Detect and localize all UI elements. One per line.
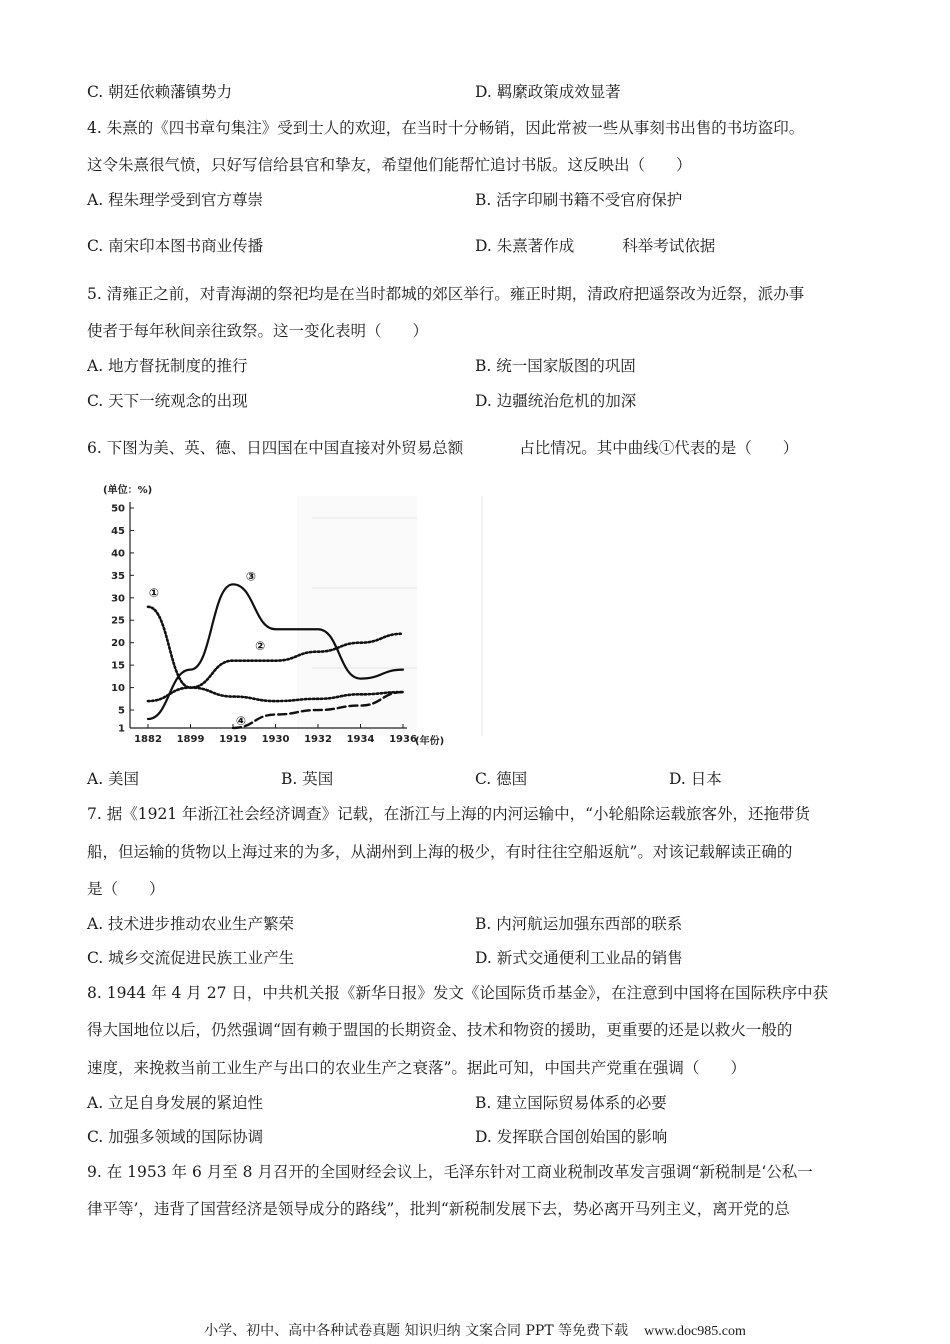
q6-option-a: A. 美国	[87, 770, 140, 788]
series-label-1: ①	[148, 585, 160, 600]
q5-option-b: B. 统一国家版图的巩固	[475, 357, 636, 375]
x-tick-label: 1899	[176, 734, 205, 745]
q7-option-d: D. 新式交通便利工业品的销售	[475, 949, 683, 967]
x-tick-label: 1882	[134, 734, 162, 745]
q5-option-c: C. 天下一统观念的出现	[87, 392, 248, 410]
y-tick-label: 30	[111, 593, 125, 605]
x-tick-label: 1919	[219, 734, 247, 745]
series-label-2: ②	[255, 639, 266, 654]
q5-option-a: A. 地方督抚制度的推行	[87, 357, 248, 375]
y-tick-label: 20	[111, 638, 125, 650]
q7-option-b: B. 内河航运加强东西部的联系	[475, 915, 683, 933]
series-label-3: ③	[245, 569, 257, 584]
q8-stem-line3: 速度，来挽救当前工业生产与出口的农业生产之衰落”。据此可知，中国共产党重在强调（ ）	[87, 1059, 746, 1077]
q6-option-b: B. 英国	[281, 770, 334, 788]
q4-option-c: C. 南宋印本图书商业传播	[87, 237, 264, 255]
x-axis-label: (年份)	[415, 736, 445, 747]
q8-stem-line2: 得大国地位以后，仍然强调“固有赖于盟国的长期资金、技术和物资的援助，更重要的还是以救火一般的	[87, 1021, 793, 1039]
q4-option-a: A. 程朱理学受到官方尊崇	[87, 191, 264, 209]
page-footer	[0, 1322, 950, 1341]
q4-stem-line2: 这令朱熹很气愤，只好写信给县官和挚友，希望他们能帮忙追讨书版。这反映出（ ）	[87, 156, 692, 174]
q8-option-c: C. 加强多领域的国际协调	[87, 1128, 264, 1146]
q4-stem-line1: 4. 朱熹的《四书章句集注》受到士人的欢迎，在当时十分畅销，因此常被一些从事刻书出售的书坊盗印。	[87, 119, 805, 137]
y-tick-label: 15	[111, 660, 125, 672]
q3-option-d: D. 羁縻政策成效显著	[475, 83, 621, 101]
y-tick-label: 5	[118, 705, 125, 717]
q7-stem-line3: 是（ ）	[87, 880, 165, 898]
y-tick-label: 45	[111, 525, 125, 537]
footer-text: 小学、初中、高中各种试卷真题 知识归纳 文案合同 PPT 等免费下载	[204, 1323, 629, 1339]
y-tick-label: 25	[111, 615, 125, 627]
q9-stem-line1: 9. 在 1953 年 6 月至 8 月召开的全国财经会议上，毛泽东针对工商业税制改革发言强调“新税制是‘公私一	[87, 1163, 813, 1181]
footer-url[interactable]: www.doc985.com	[644, 1324, 746, 1339]
q4-option-b: B. 活字印刷书籍不受官府保护	[475, 191, 683, 209]
trade-share-chart	[97, 478, 445, 750]
series-label-4: ④	[235, 714, 247, 728]
faint-background-scan	[297, 496, 482, 736]
q7-stem-line1: 7. 据《1921 年浙江社会经济调查》记载，在浙江与上海的内河运输中，“小轮船除运载旅客外，还拖带货	[87, 805, 811, 823]
q4-option-d	[475, 236, 715, 256]
y-axis-label: (单位：%)	[103, 485, 153, 496]
q5-option-d: D. 边疆统治危机的加深	[475, 392, 637, 410]
q3-option-c: C. 朝廷依赖藩镇势力	[87, 83, 233, 101]
q6-stem-part2: 占比情况。其中曲线①代表的是（ ）	[519, 439, 799, 457]
x-tick-label: 1930	[261, 734, 290, 745]
q7-option-c: C. 城乡交流促进民族工业产生	[87, 949, 295, 967]
q8-stem-line1: 8. 1944 年 4 月 27 日，中共机关报《新华日报》发文《论国际货币基金》，在注意到中国将在国际秩序中获	[87, 984, 829, 1002]
y-tick-label: 40	[111, 548, 125, 560]
q7-option-a: A. 技术进步推动农业生产繁荣	[87, 915, 295, 933]
x-tick-label: 1932	[304, 734, 332, 745]
q5-stem-line2: 使者于每年秋间亲往致祭。这一变化表明（ ）	[87, 322, 429, 340]
y-tick-label: 35	[111, 570, 125, 582]
y-tick-label: 10	[111, 683, 125, 695]
q4-option-d-part2: 科举考试依据	[622, 237, 716, 255]
q6-stem-part1: 6. 下图为美、英、德、日四国在中国直接对外贸易总额	[87, 439, 464, 457]
x-tick-label: 1934	[346, 734, 375, 745]
q6-option-c: C. 德国	[475, 770, 528, 788]
q8-option-b: B. 建立国际贸易体系的必要	[475, 1094, 667, 1112]
y-tick-label: 1	[118, 723, 125, 735]
q4-option-d-part1: D. 朱熹著作成	[475, 237, 575, 255]
x-tick-label: 1936	[389, 734, 417, 745]
q6-stem	[87, 438, 798, 458]
q8-option-d: D. 发挥联合国创始国的影响	[475, 1128, 668, 1146]
q9-stem-line2: 律平等’，违背了国营经济是领导成分的路线”，批判“新税制发展下去，势必离开马列主义，离开党的总	[87, 1200, 790, 1218]
q7-stem-line2: 船，但运输的货物以上海过来的为多，从湖州到上海的极少，有时往往空船返航”。对该记载解读正确的	[87, 843, 793, 861]
q8-option-a: A. 立足自身发展的紧迫性	[87, 1094, 264, 1112]
q5-stem-line1: 5. 清雍正之前，对青海湖的祭祀均是在当时都城的郊区举行。雍正时期，清政府把遥祭改为近祭，派办事	[87, 285, 805, 303]
y-tick-label: 50	[111, 503, 125, 515]
q6-option-d: D. 日本	[669, 770, 722, 788]
